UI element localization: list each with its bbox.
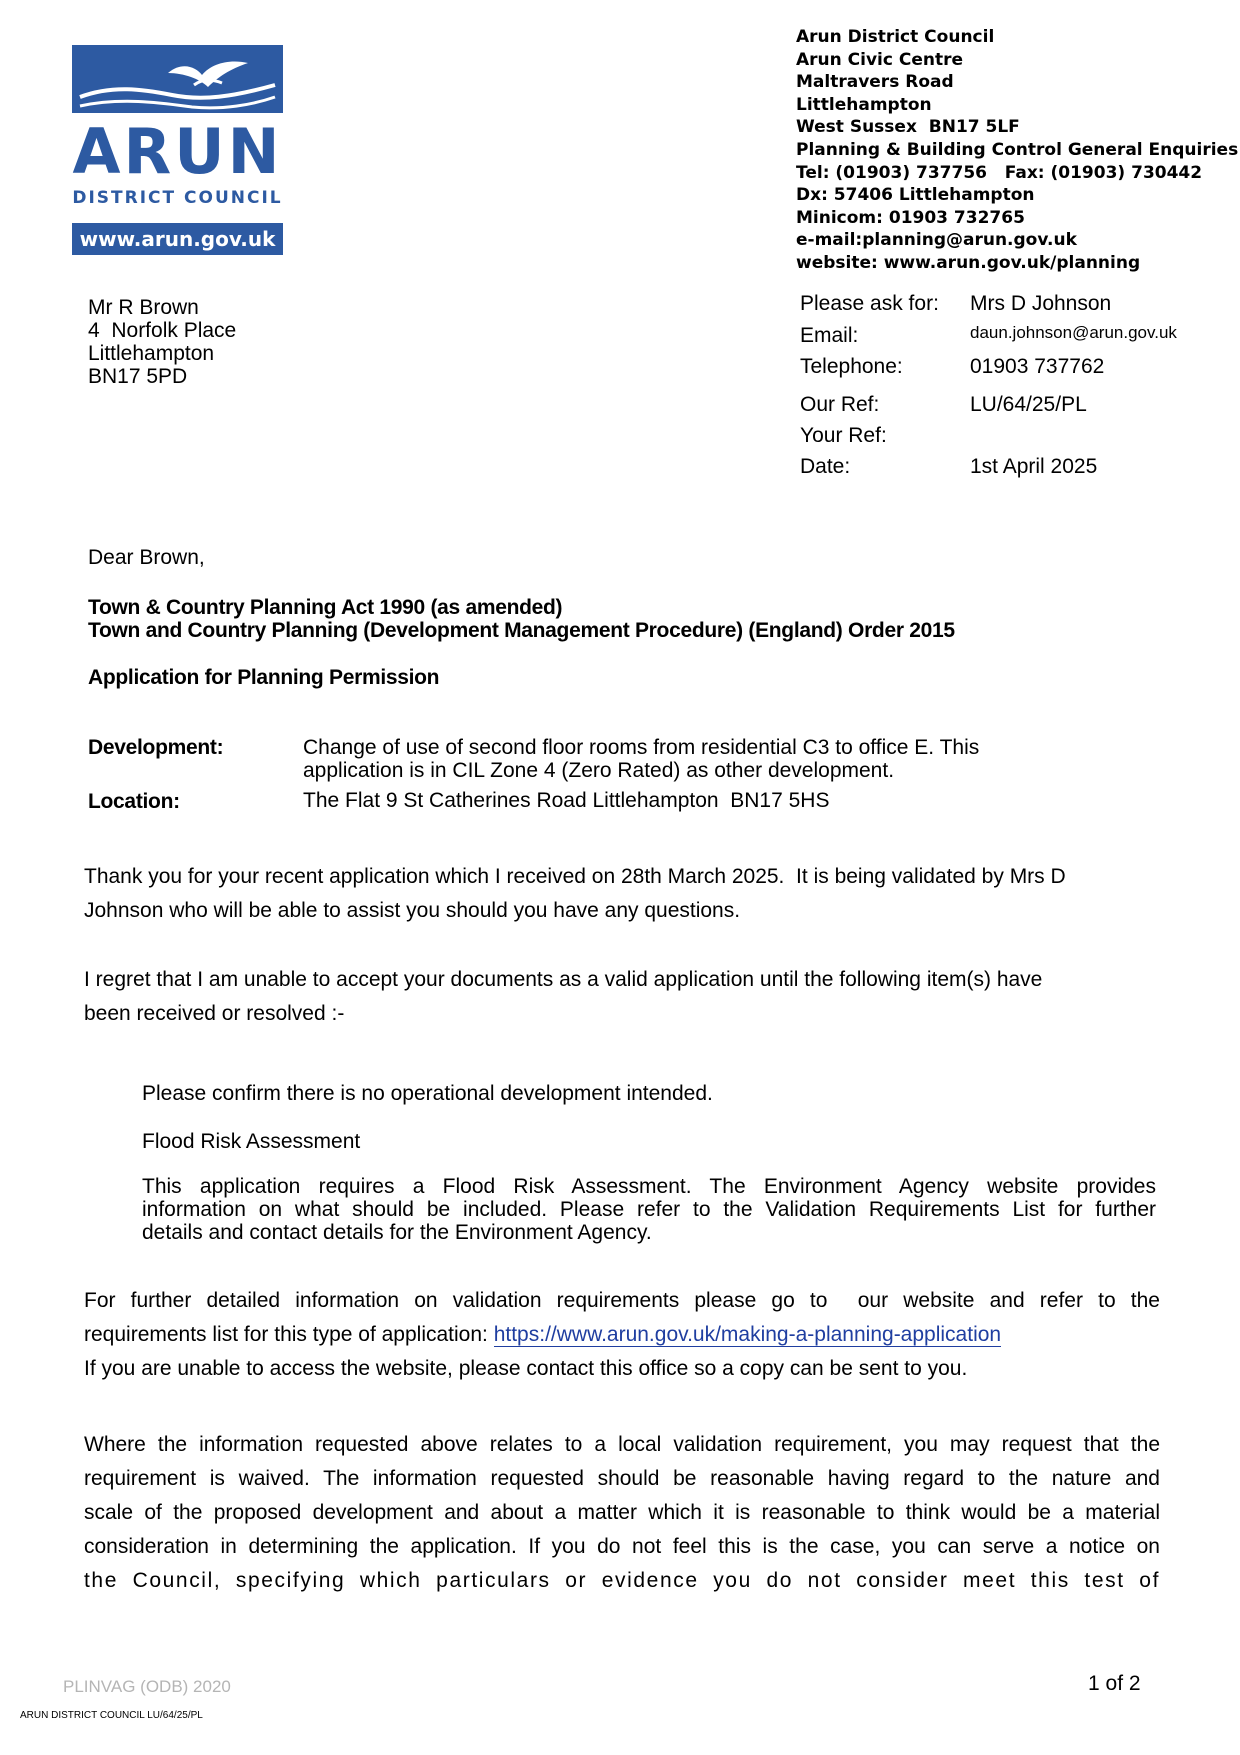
waiver-line: consideration in determining the application. If you do not feel this is the case, you can serve a notice on (84, 1535, 1160, 1558)
recipient-line: Littlehampton (88, 342, 215, 365)
further-info-line: If you are unable to access the website, please contact this office so a copy can be sent to you. (84, 1357, 968, 1380)
our-ref-value: LU/64/25/PL (970, 393, 1087, 416)
regret-paragraph (84, 963, 1160, 1031)
waiver-line: requirement is waived. The information requested should be reasonable having regard to the nature and (84, 1467, 1160, 1490)
footer-reference: ARUN DISTRICT COUNCIL LU/64/25/PL (20, 1710, 203, 1721)
regret-line: been received or resolved :- (84, 1002, 345, 1025)
recipient-line: 4 Norfolk Place (88, 319, 237, 342)
waiver-line: scale of the proposed development and about a matter which it is reasonable to think would be a material (84, 1501, 1160, 1524)
logo-wordmark: ARUN (72, 115, 283, 188)
development-label: Development: (88, 736, 224, 759)
further-info-paragraph (84, 1284, 1160, 1386)
council-website[interactable]: website: www.arun.gov.uk/planning (796, 252, 1141, 273)
development-line: application is in CIL Zone 4 (Zero Rated) as other development. (303, 759, 895, 782)
council-email[interactable]: e-mail:planning@arun.gov.uk (796, 230, 1077, 251)
flood-risk-line: information on what should be included. Please refer to the Validation Requirements List for further (142, 1198, 1156, 1221)
legislation-line: Town & Country Planning Act 1990 (as amended) (88, 596, 563, 619)
ask-for-value: Mrs D Johnson (970, 292, 1112, 315)
form-code: PLINVAG (ODB) 2020 (63, 1677, 231, 1696)
email-value[interactable]: daun.johnson@arun.gov.uk (970, 323, 1177, 342)
page-number: 1 of 2 (1088, 1672, 1141, 1695)
your-ref-label: Your Ref: (800, 424, 887, 447)
council-address-line: Dx: 57406 Littlehampton (796, 185, 1035, 206)
development-line: Change of use of second floor rooms from residential C3 to office E. This (303, 736, 980, 759)
thanks-line: Thank you for your recent application which I received on 28th March 2025. It is being validated by Mrs D (84, 865, 1066, 888)
waiver-line: the Council, specifying which particulars or evidence you do not consider meet this test of (84, 1569, 1160, 1592)
recipient-address (88, 296, 236, 388)
waiver-line: Where the information requested above relates to a local validation requirement, you may request that the (84, 1433, 1160, 1456)
flood-risk-text (142, 1175, 1156, 1244)
confirm-item: Please confirm there is no operational development intended. (142, 1082, 713, 1105)
legislation-line: Town and Country Planning (Development Management Procedure) (England) Order 2015 (88, 619, 955, 642)
further-info-prefix: requirements list for this type of application: (84, 1323, 494, 1346)
location-label: Location: (88, 790, 180, 813)
our-ref-label: Our Ref: (800, 393, 880, 416)
council-address-line: Arun Civic Centre (796, 49, 964, 70)
council-address-line: Planning & Building Control General Enquiries (796, 139, 1239, 160)
telephone-value: 01903 737762 (970, 355, 1105, 378)
location-value: The Flat 9 St Catherines Road Littlehampton BN17 5HS (303, 789, 830, 812)
telephone-label: Telephone: (800, 355, 903, 378)
salutation: Dear Brown, (88, 546, 205, 569)
council-address-line: Arun District Council (796, 27, 995, 47)
logo-subtitle: DISTRICT COUNCIL (72, 188, 283, 208)
planning-application-link[interactable]: https://www.arun.gov.uk/making-a-planning-application (493, 1323, 1002, 1346)
council-address-line: Littlehampton (796, 94, 932, 115)
flood-risk-line: This application requires a Flood Risk Assessment. The Environment Agency website provides (142, 1175, 1156, 1198)
thanks-paragraph (84, 860, 1160, 928)
council-address-line: West Sussex BN17 5LF (796, 117, 1020, 138)
waiver-paragraph (84, 1428, 1160, 1598)
development-value (303, 736, 979, 782)
further-info-line: For further detailed information on validation requirements please go to our website and refer to the (84, 1289, 1160, 1312)
seagull-icon (72, 45, 283, 113)
ask-for-label: Please ask for: (800, 292, 939, 315)
legislation-heading (88, 596, 955, 642)
arun-logo (72, 45, 283, 255)
flood-risk-line: details and contact details for the Environment Agency. (142, 1221, 652, 1244)
date-value: 1st April 2025 (970, 455, 1098, 478)
email-label: Email: (800, 324, 859, 347)
council-address-line: Tel: (01903) 737756 Fax: (01903) 730442 (796, 162, 1203, 183)
council-address-line: Maltravers Road (796, 72, 954, 93)
date-label: Date: (800, 455, 851, 478)
further-info-line (84, 1318, 1160, 1352)
regret-line: I regret that I am unable to accept your documents as a valid application until the following item(s) have (84, 968, 1043, 991)
recipient-line: Mr R Brown (88, 296, 199, 319)
recipient-line: BN17 5PD (88, 365, 188, 388)
council-address (796, 26, 1238, 275)
council-address-line: Minicom: 01903 732765 (796, 207, 1025, 228)
application-title: Application for Planning Permission (88, 666, 440, 689)
logo-url: www.arun.gov.uk (72, 223, 283, 255)
flood-risk-title: Flood Risk Assessment (142, 1130, 361, 1153)
thanks-line: Johnson who will be able to assist you should you have any questions. (84, 899, 741, 922)
